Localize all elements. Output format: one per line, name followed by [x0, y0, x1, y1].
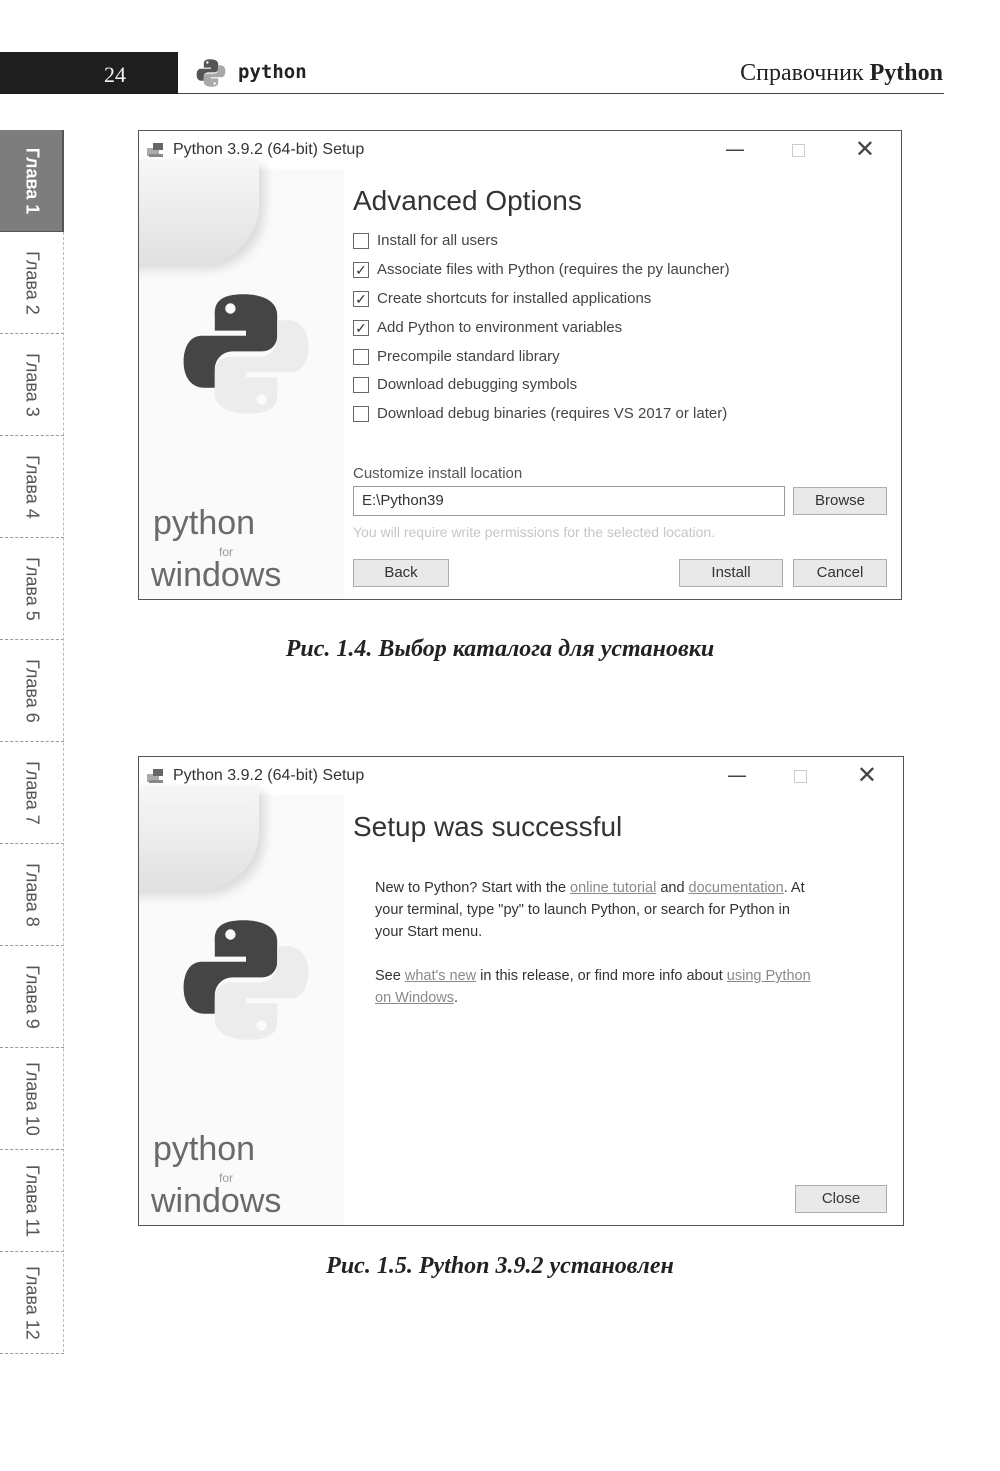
success-paragraph-1: New to Python? Start with the online tutorial and documentation. At your terminal, type "py" to launch Python, or search for Python in your Start menu.	[375, 880, 805, 940]
chapter-tab-6[interactable]: Глава 6	[0, 640, 64, 742]
installer-icon	[145, 140, 165, 160]
installer-icon	[145, 766, 165, 786]
sidebar-python-text: python	[153, 504, 256, 542]
checkbox[interactable]	[353, 233, 369, 249]
python-snake-icon	[181, 289, 311, 419]
window-title: Python 3.9.2 (64-bit) Setup	[173, 767, 365, 784]
success-content	[353, 795, 903, 1225]
chapter-tab-9[interactable]: Глава 9	[0, 946, 64, 1048]
setup-window-advanced	[138, 130, 902, 600]
sidebar-graphic	[138, 159, 259, 264]
page-number: 24	[104, 62, 126, 87]
sidebar-for-text: for	[219, 545, 234, 559]
using-python-on-windows-link[interactable]: using Python on Windows	[375, 968, 811, 1006]
chapter-tab-4[interactable]: Глава 4	[0, 436, 64, 538]
python-snake-icon	[181, 915, 311, 1045]
chapter-tabs	[0, 130, 64, 1354]
chapter-tab-1[interactable]: Глава 1	[0, 130, 64, 232]
setup-window-success	[138, 756, 904, 1226]
chapter-tab-11[interactable]: Глава 11	[0, 1150, 64, 1252]
checkbox[interactable]	[353, 377, 369, 393]
checkbox[interactable]: ✓	[353, 291, 369, 307]
sidebar-windows-text: windows	[151, 1182, 282, 1220]
maximize-icon[interactable]	[792, 144, 805, 157]
install-location-input[interactable]: E:\Python39	[353, 486, 785, 516]
sidebar-for-text: for	[219, 1171, 234, 1185]
chapter-tab-3[interactable]: Глава 3	[0, 334, 64, 436]
browse-button[interactable]: Browse	[793, 487, 887, 515]
book-title: Справочник Python	[740, 60, 943, 86]
online-tutorial-link[interactable]: online tutorial	[570, 880, 657, 896]
close-icon[interactable]: ✕	[854, 135, 875, 163]
python-wordmark: python	[238, 61, 307, 83]
sidebar-windows-text: windows	[151, 556, 282, 594]
checkbox[interactable]	[353, 349, 369, 365]
minimize-icon[interactable]: —	[725, 137, 745, 161]
chapter-tab-7[interactable]: Глава 7	[0, 742, 64, 844]
close-button[interactable]: Close	[795, 1185, 887, 1213]
sidebar-python-text: python	[153, 1130, 256, 1168]
advanced-options-content: Advanced Options Install for all users ✓ Associate files with Python (requires the py launcher) ✓ Create shortcuts for installed applications ✓ Add Python to environment variables Precompile standard library Download debugging symbols Download debug binaries (requires VS 2017 or later) Customize install location E:\Python39 Browse You will require write permissions for the selected location. Back Install Cancel	[353, 169, 901, 599]
checkbox[interactable]: ✓	[353, 320, 369, 336]
page-heading: Advanced Options	[353, 185, 582, 216]
python-logo-icon	[196, 58, 226, 88]
chapter-tab-5[interactable]: Глава 5	[0, 538, 64, 640]
sidebar-graphic	[138, 785, 259, 890]
cancel-button[interactable]: Cancel	[793, 559, 887, 587]
figure-caption-2: Рис. 1.5. Python 3.9.2 установлен	[326, 1253, 674, 1279]
chapter-tab-2[interactable]: Глава 2	[0, 232, 64, 334]
chapter-tab-8[interactable]: Глава 8	[0, 844, 64, 946]
header-rule	[178, 93, 944, 94]
success-paragraph-2: See what's new in this release, or find more info about using Python on Windows.	[375, 968, 811, 1006]
install-button[interactable]: Install	[679, 559, 783, 587]
header-bar	[0, 52, 178, 94]
figure-caption-1: Рис. 1.4. Выбор каталога для установки	[285, 636, 715, 662]
checkbox[interactable]: ✓	[353, 262, 369, 278]
chapter-tab-10[interactable]: Глава 10	[0, 1048, 64, 1150]
back-button[interactable]: Back	[353, 559, 449, 587]
documentation-link[interactable]: documentation	[688, 880, 784, 896]
whats-new-link[interactable]: what's new	[404, 968, 477, 984]
install-location-label: Customize install location	[353, 465, 523, 482]
close-icon[interactable]: ✕	[856, 761, 877, 789]
maximize-icon[interactable]	[794, 770, 807, 783]
tabs-edge	[63, 232, 65, 1352]
window-title: Python 3.9.2 (64-bit) Setup	[173, 141, 365, 158]
page-heading: Setup was successful	[353, 811, 623, 842]
installer-sidebar	[139, 169, 344, 599]
installer-sidebar	[139, 795, 344, 1225]
chapter-tab-12[interactable]: Глава 12	[0, 1252, 64, 1354]
permission-hint: You will require write permissions for the selected location.	[353, 524, 716, 540]
checkbox[interactable]	[353, 406, 369, 422]
minimize-icon[interactable]: —	[727, 763, 747, 787]
